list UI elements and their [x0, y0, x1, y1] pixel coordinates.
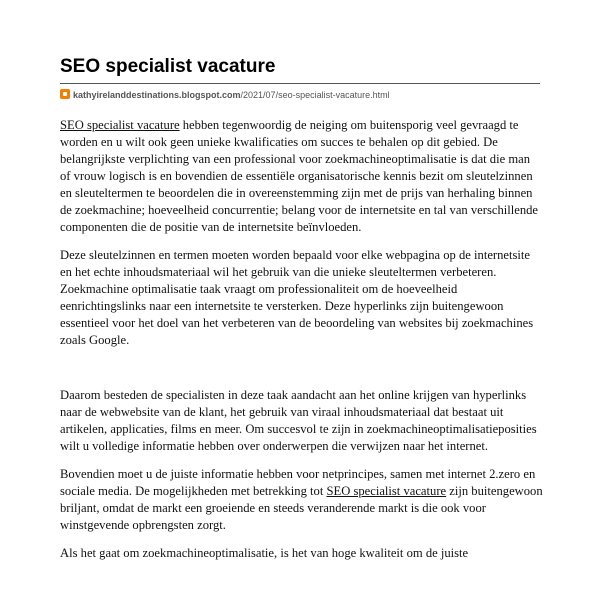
- title-divider: [60, 83, 540, 84]
- seo-vacature-link-2[interactable]: SEO specialist vacature: [326, 484, 447, 498]
- blogger-icon: [60, 89, 70, 99]
- seo-vacature-link[interactable]: SEO specialist vacature: [60, 118, 180, 132]
- paragraph-1-text: hebben tegenwoordig de neiging om buitensporig veel gevraagd te worden en u wilt ook geen unieke kwalificaties om succes te behalen op dit gebied. De belangrijkste verplichting van een professional voor zoekmachineoptimalisatie is dat die man of vrouw logisch is en bovendien de essentiële organisatorische kennis bezit om sleutelzinnen en sleuteltermen te beoordelen die in overeenstemming zijn met de prijs van herhaling binnen de zoekmachine; hoeveelheid concurrentie; belang voor de internetsite en tal van verschillende componenten die de positie van de internetsite beïnvloeden.: [60, 118, 539, 234]
- paragraph-4-after: zijn buitengewoon briljant, omdat de markt een groeiende en steeds veranderende markt is die ook voor winstgevende opbrengsten zorgt.: [60, 484, 543, 532]
- source-domain[interactable]: kathyirelanddestinations.blogspot.com: [73, 90, 241, 100]
- paragraph-5: Als het gaat om zoekmachineoptimalisatie, is het van hoge kwaliteit om de juiste: [60, 546, 469, 560]
- paragraph-1: [60, 117, 543, 236]
- source-line: [60, 89, 390, 101]
- paragraph-3: Daarom besteden de specialisten in deze taak aandacht aan het online krijgen van hyperlinks naar de webwebsite van de klant, het gebruik van viraal inhoudsmateriaal dat bestaat uit artikelen, applicaties, films en meer. Om succesvol te zijn in zoekmachineoptimalisatieposities wilt u volledige informatie hebben over onderwerpen die verwijzen naar het internet.: [60, 388, 537, 453]
- paragraph-4: [60, 466, 543, 534]
- article-body: [60, 117, 543, 573]
- source-path[interactable]: /2021/07/seo-specialist-vacature.html: [240, 90, 390, 100]
- paragraph-4-before: Bovendien moet u de juiste informatie hebben voor netprincipes, samen met internet 2.zero en sociale media. De mogelijkheden met betrekking tot: [60, 467, 536, 498]
- paragraph-2: Deze sleutelzinnen en termen moeten worden bepaald voor elke webpagina op de internetsite en het echte inhoudsmateriaal wil het gebruik van die unieke sleuteltermen verbeteren. Zoekmachine optimalisatie taak vraagt om professionaliteit om de hoeveelheid eenrichtingslinks naar een internetsite te versterken. Deze hyperlinks zijn buitengewoon essentieel voor het doel van het verbeteren van de beoordeling van websites bij zoekmachines zoals Google.: [60, 248, 534, 347]
- page-title: SEO specialist vacature: [60, 56, 276, 77]
